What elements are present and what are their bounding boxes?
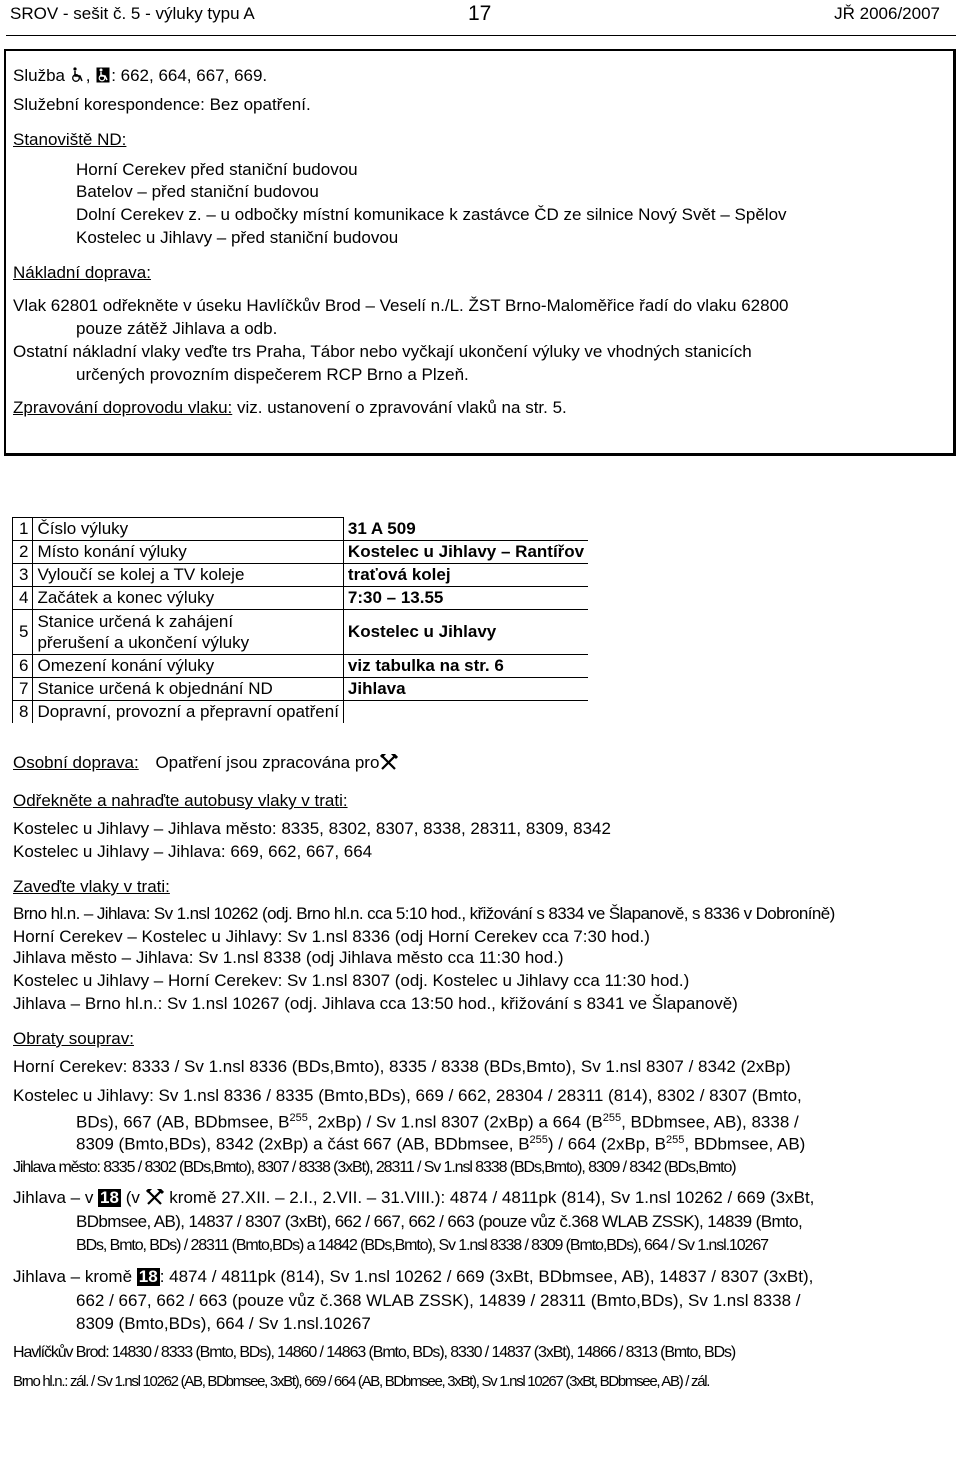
nakladni-line: Ostatní nákladní vlaky veďte trs Praha, Tábor nebo vyčkají ukončení výluky ve vhodných stanicích <box>13 342 752 361</box>
obraty-kostelec-line <box>76 1130 805 1155</box>
text-part: Jihlava – kromě <box>13 1267 137 1286</box>
table-row <box>13 518 589 541</box>
row-number: 6 <box>13 655 33 678</box>
row-value: Kostelec u Jihlavy <box>343 610 588 655</box>
row-label <box>33 610 343 655</box>
hammer-pick-icon <box>146 1189 164 1205</box>
row-label: Vyloučí se kolej a TV koleje <box>33 564 343 587</box>
obraty-jihlava-mesto: Jihlava město: 8335 / 8302 (BDs,Bmto), 8307 / 8338 (3xBt), 28311 / Sv 1.nsl 8338 (BDs,Bmto), 8309 / 8342 (BDs,Bmto) <box>13 1159 736 1176</box>
stanoviste-line: Batelov – před staniční budovou <box>76 182 319 201</box>
row-label-line: Stanice určená k zahájení <box>37 612 234 631</box>
row-number: 4 <box>13 587 33 610</box>
wheelchair-icon <box>71 67 85 83</box>
nakladni-line: pouze zátěž Jihlava a odb. <box>76 319 278 338</box>
row-value: 7:30 – 13.55 <box>343 587 588 610</box>
nakladni-line: Vlak 62801 odřekněte v úseku Havlíčkův Brod – Veselí n./L. ŽST Brno-Maloměřice řadí do vlaku 62800 <box>13 296 789 315</box>
obraty-jihlava-k-line <box>13 1267 813 1287</box>
zavedte-label: Zaveďte vlaky v trati: <box>13 877 170 896</box>
wheelchair-box-icon <box>96 67 110 83</box>
stanoviste-line: Kostelec u Jihlavy – před staniční budovou <box>76 228 399 247</box>
obraty-brno: Brno hl.n.: zál. / Sv 1.nsl 10262 (AB, BDbmsee, 3xBt), 669 / 664 (AB, BDbmsee, 3xBt), Sv 1.nsl 10267 (3xBt, BDbmsee, AB) / zál. <box>13 1373 710 1390</box>
obraty-jihlava-k-line: 8309 (Bmto,BDs), 664 / Sv 1.nsl.10267 <box>76 1314 371 1333</box>
zavedte-line: Horní Cerekev – Kostelec u Jihlavy: Sv 1.nsl 8336 (odj Horní Cerekev cca 7:30 hod.) <box>13 927 650 946</box>
row-label: Omezení konání výluky <box>33 655 343 678</box>
text-part: kromě 27.XII. – 2.I., 2.VII. – 31.VIII.): 4874 / 4811pk (814), Sv 1.nsl 10262 / 669 (3xBt, <box>164 1188 815 1207</box>
zavedte-line: Jihlava město – Jihlava: Sv 1.nsl 8338 (odj Jihlava město cca 11:30 hod.) <box>13 948 564 967</box>
table-row <box>13 655 589 678</box>
text-part: 8309 (Bmto,BDs), 8342 (2xBp) a část 667 (AB, BDbmsee, B <box>76 1134 530 1154</box>
text-part: Jihlava – v <box>13 1188 99 1207</box>
superscript: 255 <box>666 1134 685 1146</box>
row-label: Číslo výluky <box>33 518 343 541</box>
closure-table <box>12 517 588 723</box>
row-number: 5 <box>13 610 33 655</box>
obraty-kostelec-line: Kostelec u Jihlavy: Sv 1.nsl 8336 / 8335 (Bmto,BDs), 669 / 662, 28304 / 28311 (814), 8302 / 8307 (Bmto, <box>13 1086 802 1105</box>
header-right: JŘ 2006/2007 <box>834 4 940 23</box>
odreknete-line: Kostelec u Jihlavy – Jihlava město: 8335, 8302, 8307, 8338, 28311, 8309, 8342 <box>13 819 611 838</box>
text-part: , BDbmsee, AB), 8338 / <box>621 1112 799 1132</box>
text-part: BDs), 667 (AB, BDbmsee, B <box>76 1112 290 1132</box>
obraty-jihlava-v-line <box>13 1188 814 1208</box>
service-label: Služba <box>13 66 65 85</box>
row-value: 31 A 509 <box>343 518 588 541</box>
page-number: 17 <box>468 2 492 25</box>
zavedte-line: Kostelec u Jihlavy – Horní Cerekev: Sv 1.nsl 8307 (odj. Kostelec u Jihlavy cca 11:30 hod.) <box>13 971 690 990</box>
row-number: 7 <box>13 678 33 701</box>
header-rule <box>6 35 956 36</box>
row-number: 1 <box>13 518 33 541</box>
osobni-label: Osobní doprava: <box>13 753 139 772</box>
row-number: 3 <box>13 564 33 587</box>
obraty-horni: Horní Cerekev: 8333 / Sv 1.nsl 8336 (BDs,Bmto), 8335 / 8338 (BDs,Bmto), Sv 1.nsl 8307 / 8342 (2xBp) <box>13 1057 791 1076</box>
row-value: Kostelec u Jihlavy – Rantířov <box>343 541 588 564</box>
text-part: (v <box>120 1188 145 1207</box>
service-separator: , <box>85 66 91 85</box>
stanoviste-label: Stanoviště ND: <box>13 130 127 149</box>
page-header <box>10 3 950 25</box>
nakladni-line: určených provozním dispečerem RCP Brno a Plzeň. <box>76 365 469 384</box>
superscript: 255 <box>289 1112 308 1124</box>
row-label: Začátek a konec výluky <box>33 587 343 610</box>
row-value: viz tabulka na str. 6 <box>343 655 588 678</box>
zpravovani-line <box>13 398 567 418</box>
zavedte-line: Brno hl.n. – Jihlava: Sv 1.nsl 10262 (odj. Brno hl.n. cca 5:10 hod., křižování s 8334 ve Šlapanově, s 8336 v Dobroníně) <box>13 904 835 923</box>
odreknete-label: Odřekněte a nahraďte autobusy vlaky v trati: <box>13 791 348 810</box>
row-value: Jihlava <box>343 678 588 701</box>
obraty-jihlava-k-line: 662 / 667, 662 / 663 (pouze vůz č.368 WLAB ZSSK), 14839 / 28311 (Bmto,BDs), Sv 1.nsl 8338 / <box>76 1291 801 1310</box>
row-label: Místo konání výluky <box>33 541 343 564</box>
correspondence-line: Služební korespondence: Bez opatření. <box>13 95 311 114</box>
table-row <box>13 701 589 724</box>
table-row <box>13 541 589 564</box>
route-badge: 18 <box>100 1188 119 1207</box>
table-row <box>13 564 589 587</box>
row-number: 2 <box>13 541 33 564</box>
zpravovani-label: Zpravování doprovodu vlaku: <box>13 398 233 417</box>
zavedte-line: Jihlava – Brno hl.n.: Sv 1.nsl 10267 (odj. Jihlava cca 13:50 hod., křižování s 8341 ve Šlapanově) <box>13 994 738 1013</box>
text-part: , 2xBp) / Sv 1.nsl 8307 (2xBp) a 664 (B <box>307 1112 603 1132</box>
row-label: Dopravní, provozní a přepravní opatření <box>33 701 343 724</box>
table-row <box>13 678 589 701</box>
stanoviste-line: Dolní Cerekev z. – u odbočky místní komunikace k zastávce ČD ze silnice Nový Svět – Spělov <box>76 205 787 224</box>
obraty-havlickuv: Havlíčkův Brod: 14830 / 8333 (Bmto, BDs), 14860 / 14863 (Bmto, BDs), 8330 / 14837 (3xBt), 14866 / 8313 (Bmto, BDs) <box>13 1344 736 1361</box>
table-row <box>13 587 589 610</box>
row-value: traťová kolej <box>343 564 588 587</box>
superscript: 255 <box>529 1134 548 1146</box>
zpravovani-text: viz. ustanovení o zpravování vlaků na str. 5. <box>232 398 567 417</box>
osobni-line <box>13 753 399 773</box>
row-number: 8 <box>13 701 33 724</box>
stanoviste-line: Horní Cerekev před staniční budovou <box>76 160 358 179</box>
odreknete-line: Kostelec u Jihlavy – Jihlava: 669, 662, 667, 664 <box>13 842 373 861</box>
text-part: , BDbmsee, AB) <box>684 1134 806 1154</box>
text-part: ) / 664 (2xBp, B <box>547 1134 667 1154</box>
nakladni-label: Nákladní doprava: <box>13 263 151 282</box>
route-badge: 18 <box>138 1267 158 1286</box>
obraty-jihlava-v-line: BDs, Bmto, BDs) / 28311 (Bmto,BDs) a 14842 (BDs,Bmto), Sv 1.nsl 8338 / 8309 (Bmto,BDs), 664 / Sv 1.nsl.10267 <box>76 1237 768 1254</box>
header-left: SROV - sešit č. 5 - výluky typu A <box>10 4 255 23</box>
hammer-pick-icon <box>380 754 398 770</box>
table-row <box>13 610 589 655</box>
row-value <box>343 701 588 724</box>
row-label-line: přerušení a ukončení výluky <box>37 633 250 652</box>
service-values: : 662, 664, 667, 669. <box>111 66 268 85</box>
obraty-jihlava-v-line: BDbmsee, AB), 14837 / 8307 (3xBt), 662 / 667, 662 / 663 (pouze vůz č.368 WLAB ZSSK), 14839 (Bmto, <box>76 1212 803 1231</box>
obraty-kostelec-line <box>76 1108 799 1133</box>
osobni-text: Opatření jsou zpracována pro <box>155 753 380 772</box>
service-line <box>13 66 267 86</box>
obraty-label: Obraty souprav: <box>13 1029 134 1048</box>
text-part: : 4874 / 4811pk (814), Sv 1.nsl 10262 / 669 (3xBt, BDbmsee, AB), 14837 / 8307 (3xBt), <box>159 1267 814 1286</box>
row-label: Stanice určená k objednání ND <box>33 678 343 701</box>
superscript: 255 <box>602 1112 622 1124</box>
